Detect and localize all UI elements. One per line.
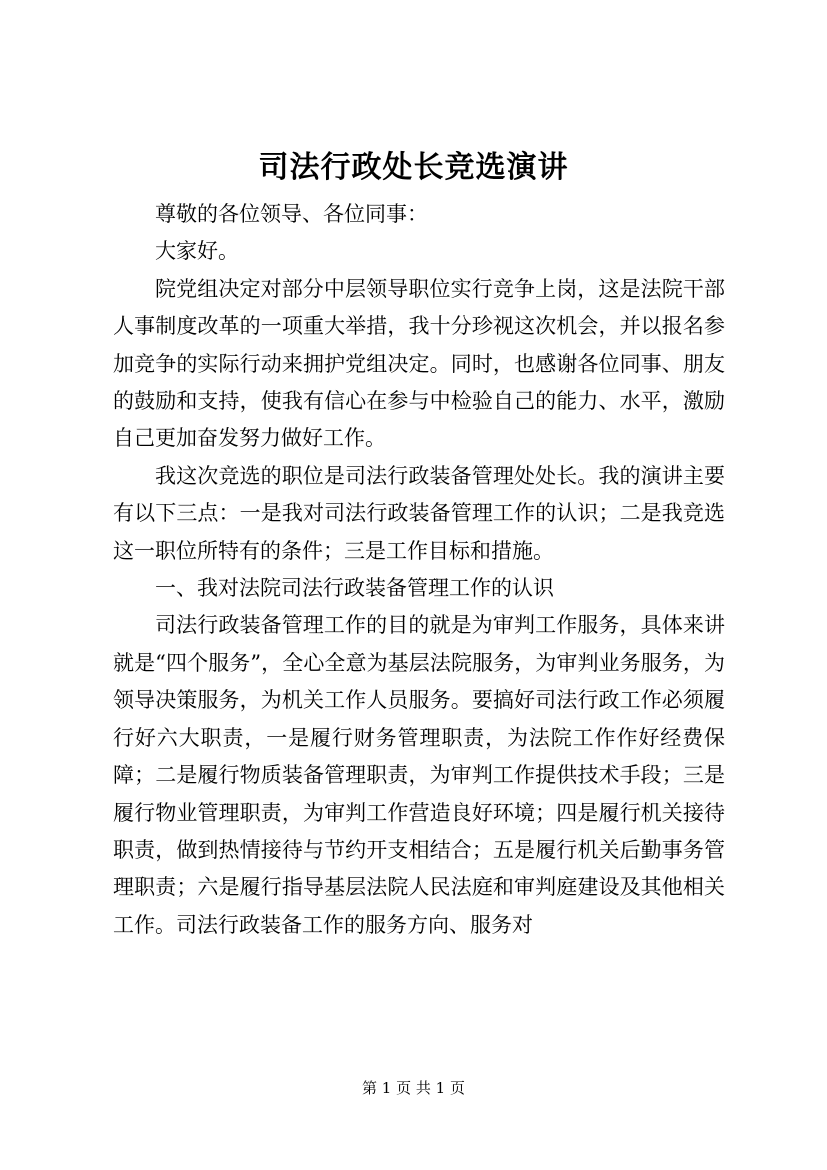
body-paragraph: 我这次竞选的职位是司法行政装备管理处处长。我的演讲主要有以下三点：一是我对司法行政装备管理工作的认识；二是我竞选这一职位所特有的条件；三是工作目标和措施。 <box>113 463 725 563</box>
body-paragraph: 司法行政装备管理工作的目的就是为审判工作服务，具体来讲就是“四个服务”，全心全意为基层法院服务，为审判业务服务，为领导决策服务，为机关工作人员服务。要搞好司法行政工作必须履行好六大职责，一是履行财务管理职责，为法院工作作好经费保障；二是履行物质装备管理职责，为审判工作提供技术手段；三是履行物业管理职责，为审判工作营造良好环境；四是履行机关接待职责，做到热情接待与节约开支相结合；五是履行机关后勤事务管理职责；六是履行指导基层法院人民法庭和审判庭建设及其他相关工作。司法行政装备工作的服务方向、服务对 <box>113 613 725 937</box>
salutation-paragraph: 尊敬的各位领导、各位同事： <box>155 202 428 226</box>
document-body <box>113 196 725 944</box>
page-footer: 第 1 页 共 1 页 <box>362 1079 465 1097</box>
greeting-paragraph: 大家好。 <box>155 239 239 264</box>
section-heading: 一、我对法院司法行政装备管理工作的认识 <box>155 576 554 601</box>
body-paragraph: 院党组决定对部分中层领导职位实行竞争上岗，这是法院干部人事制度改革的一项重大举措，我十分珍视这次机会，并以报名参加竞争的实际行动来拥护党组决定。同时，也感谢各位同事、朋友的鼓励和支持，使我有信心在参与中检验自己的能力、水平，激励自己更加奋发努力做好工作。 <box>113 276 725 451</box>
document-title: 司法行政处长竞选演讲 <box>258 150 569 185</box>
